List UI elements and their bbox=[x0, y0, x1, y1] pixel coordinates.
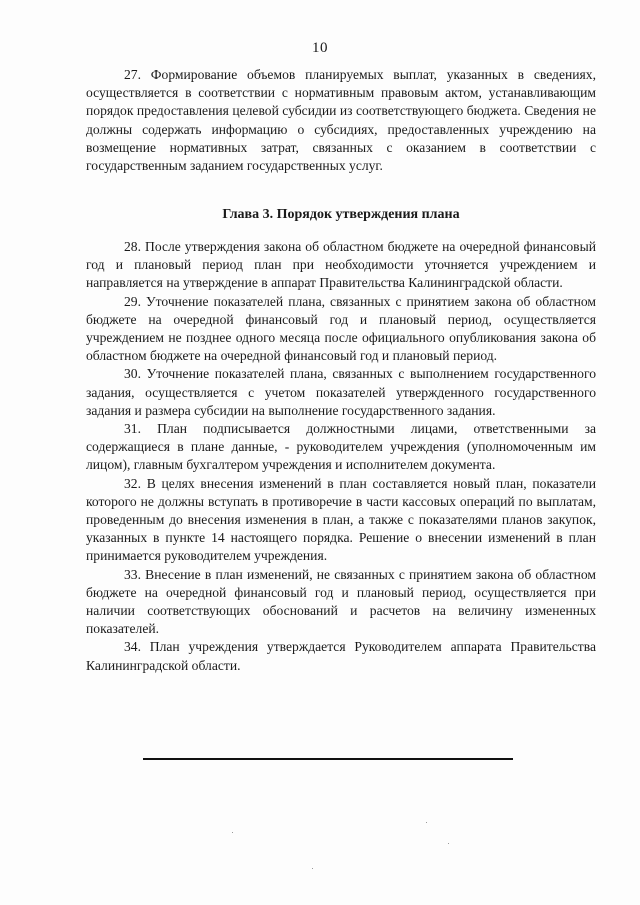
chapter-body bbox=[86, 238, 596, 675]
paragraph-30: 30. Уточнение показателей плана, связанных с выполнением государственного задания, осуществляется с учетом показателей утвержденного государственного задания и размера субсидии на выполнение государственного задания. bbox=[86, 366, 596, 418]
scan-speck bbox=[232, 832, 233, 833]
paragraph-31: 31. План подписывается должностными лицами, ответственными за содержащиеся в плане данные, - руководителем учреждения (уполномоченным им лицом), главным бухгалтером учреждения и исполнителем документа. bbox=[86, 421, 596, 473]
page-number: 10 bbox=[312, 40, 328, 56]
paragraph-32: 32. В целях внесения изменений в план составляется новый план, показатели которого не должны вступать в противоречие в части кассовых операций по выплатам, проведенным до внесения изменения в план, а также с показателями планов закупок, указанных в пункте 14 настоящего порядка. Решение о внесении изменений в план принимается руководителем учреждения. bbox=[86, 475, 596, 564]
paragraph-28: 28. После утверждения закона об областном бюджете на очередной финансовый год и плановый период план при необходимости уточняется учреждением и направляется на утверждение в аппарат Правительства Калининградской области. bbox=[86, 239, 596, 291]
paragraph-33: 33. Внесение в план изменений, не связанных с принятием закона об областном бюджете на очередной финансовый год и плановый период, осуществляется при наличии соответствующих обоснований и расчетов на величину измененных показателей. bbox=[86, 566, 596, 637]
closing-rule bbox=[143, 758, 513, 760]
paragraph-29: 29. Уточнение показателей плана, связанных с принятием закона об областном бюджете на очередной финансовый год и плановый период, осуществляется учреждением не позднее одного месяца после официального опубликования закона об областном бюджете на очередной финансовый год и плановый период. bbox=[86, 293, 596, 364]
chapter-title: Глава 3. Порядок утверждения плана bbox=[222, 207, 460, 222]
paragraph-27: 27. Формирование объемов планируемых выплат, указанных в сведениях, осуществляется в соответствии с нормативным правовым актом, устанавливающим порядок предоставления целевой субсидии из соответствующего бюджета. Сведения не должны содержать информацию о субсидиях, предоставленных учреждению на возмещение нормативных затрат, связанных с оказанием в соответствии с государственным заданием государственных услуг. bbox=[86, 67, 596, 174]
scan-speck bbox=[312, 868, 313, 869]
intro-section bbox=[86, 66, 596, 175]
scan-speck bbox=[448, 843, 449, 844]
paragraph-34: 34. План учреждения утверждается Руководителем аппарата Правительства Калининградской области. bbox=[86, 639, 596, 673]
scan-speck bbox=[426, 822, 427, 823]
